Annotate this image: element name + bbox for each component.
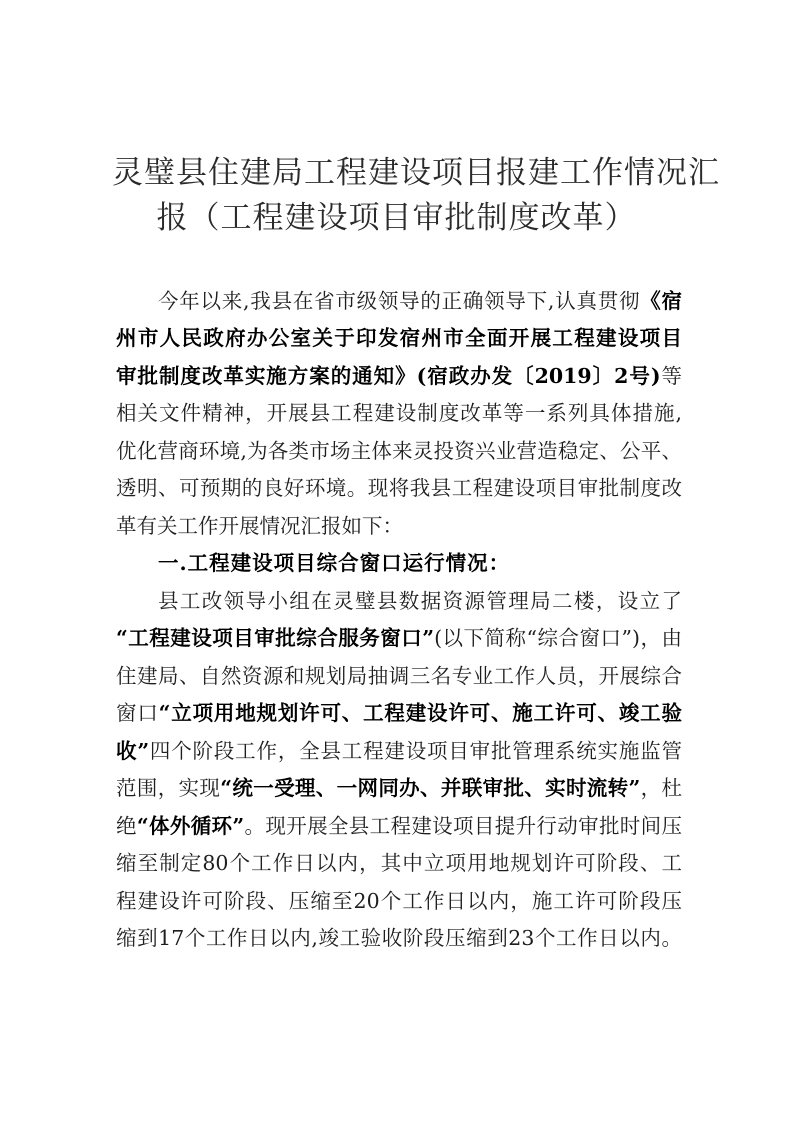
section-line-6 <box>116 773 682 803</box>
text-segment: 今年以来,我县在省市级领导的正确领导下,认真贯彻 <box>158 289 641 313</box>
section-line-1 <box>158 586 682 616</box>
text-segment: 等 <box>660 364 683 388</box>
bold-text-segment: 《宿 <box>640 289 682 313</box>
text-segment: ，杜 <box>640 776 683 800</box>
text-segment: 相关文件精神，开展县工程建设制度改革等一系列具体措施, <box>116 401 682 425</box>
text-segment: 四个阶段工作，全县工程建设项目审批管理系统实施监管 <box>149 739 682 763</box>
intro-line-2 <box>116 323 682 353</box>
section-line-8 <box>116 848 682 878</box>
document-title-line-2: 报（工程建设项目审批制度改革） <box>156 200 637 236</box>
bold-text-segment: 州市人民政府办公室关于印发宿州市全面开展工程建设项目 <box>116 326 682 350</box>
text-segment: 绝 <box>116 814 137 838</box>
section-line-10 <box>116 923 682 953</box>
text-segment: 窗口 <box>116 701 159 725</box>
text-segment: 县工改领导小组在灵璧县数据资源管理局二楼，设立了 <box>158 589 682 613</box>
bold-text-segment: 收” <box>116 739 150 763</box>
section-line-3 <box>116 661 682 691</box>
section-line-2 <box>116 623 682 653</box>
bold-text-segment: “统一受理、一网同办、并联审批、实时流转” <box>220 776 641 800</box>
bold-text-segment: “立项用地规划许可、工程建设许可、施工许可、竣工验 <box>158 701 683 725</box>
text-segment: 。现开展全县工程建设项目提升行动审批时间压 <box>244 814 683 838</box>
intro-line-6 <box>116 473 682 503</box>
text-segment: (以下简称“综合窗口”)，由 <box>434 626 682 650</box>
section-line-4 <box>116 698 682 728</box>
document-title-line-1: 灵璧县住建局工程建设项目报建工作情况汇 <box>112 155 720 191</box>
intro-line-7 <box>116 511 682 541</box>
section-heading: 一.工程建设项目综合窗口运行情况： <box>158 551 511 575</box>
text-segment: 范围，实现 <box>116 776 221 800</box>
text-segment: 程建设许可阶段、压缩至20个工作日以内，施工许可阶段压 <box>116 889 682 913</box>
intro-line-5 <box>116 436 682 466</box>
section-line-7 <box>116 811 682 841</box>
section-line-5 <box>116 736 682 766</box>
bold-text-segment: “体外循环” <box>136 814 245 838</box>
text-segment: 优化营商环境,为各类市场主体来灵投资兴业营造稳定、公平、 <box>116 439 682 463</box>
text-segment: 缩至制定80个工作日以内，其中立项用地规划许可阶段、工 <box>116 851 682 875</box>
section-line-9 <box>116 886 682 916</box>
intro-line-4 <box>116 398 682 428</box>
text-segment: 革有关工作开展情况汇报如下： <box>116 514 403 538</box>
bold-text-segment: 审批制度改革实施方案的通知》(宿政办发〔2019〕2号) <box>116 364 661 388</box>
intro-line-3 <box>116 361 682 391</box>
text-segment: 缩到17个工作日以内,竣工验收阶段压缩到23个工作日以内。 <box>116 926 682 950</box>
bold-text-segment: “工程建设项目审批综合服务窗口” <box>116 626 435 650</box>
text-segment: 住建局、自然资源和规划局抽调三名专业工作人员，开展综合 <box>116 664 682 688</box>
intro-line-1 <box>158 286 682 316</box>
text-segment: 透明、可预期的良好环境。现将我县工程建设项目审批制度改 <box>116 476 682 500</box>
